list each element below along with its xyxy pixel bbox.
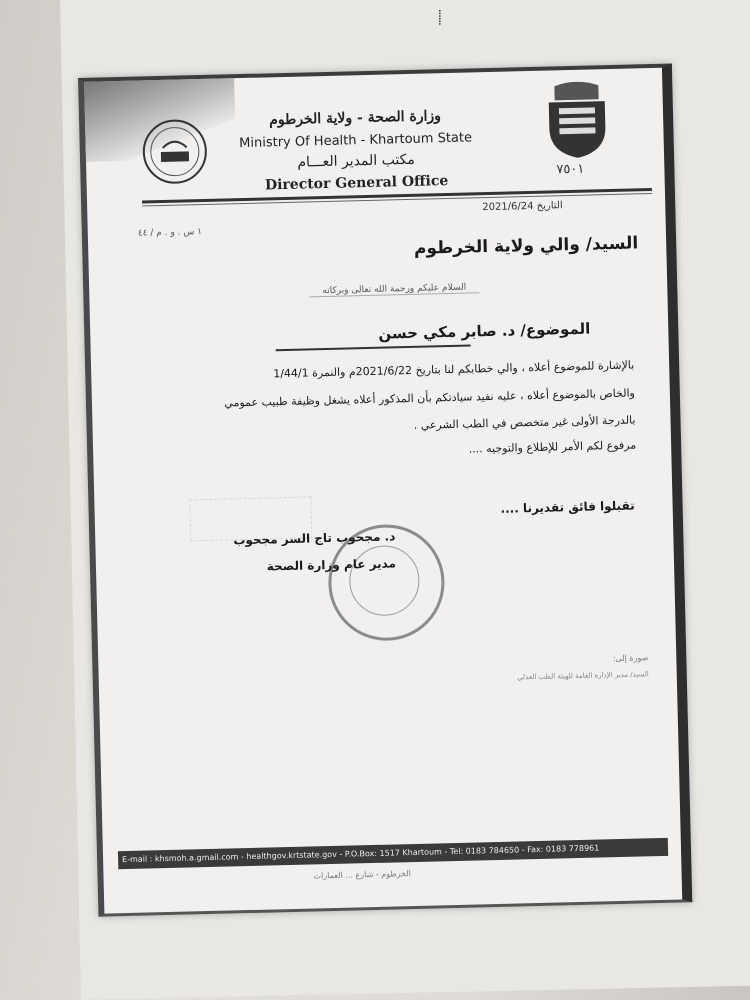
scribble-mark: ⸽ (438, 10, 442, 26)
body-paragraph-line: بالدرجة الأولى غير متخصص في الطب الشرعي . (413, 413, 636, 432)
body-paragraph-line: مرفوع لكم الأمر للإطلاع والتوجيه .... (468, 438, 637, 456)
ministry-name-arabic: وزارة الصحة - ولاية الخرطوم (269, 108, 442, 129)
signer-name: د. مجحوب تاج السر مجحوب (233, 529, 396, 548)
office-name-english: Director General Office (264, 172, 449, 194)
office-name-arabic: مكتب المدير العـــام (297, 151, 416, 171)
copy-to-label: صورة إلى: (612, 653, 649, 664)
letter-date: التاريخ 2021/6/24 (482, 200, 563, 214)
addressee: السيد/ والي ولاية الخرطوم (413, 233, 639, 259)
body-paragraph-line: والخاص بالموضوع أعلاه ، عليه نفيد سيادتكم بأن المذكور أعلاه يشغل وظيفة طبيب عمومي (224, 386, 636, 410)
subject-line: الموضوع/ د. صابر مكي حسن (378, 319, 591, 343)
stamp-inner-ring (349, 545, 421, 617)
closing-line: تقبلوا فائق تقديرنا .... (500, 498, 635, 516)
subject-underline (276, 344, 471, 351)
letter-page (78, 63, 692, 916)
body-paragraph-line: بالإشارة للموضوع أعلاه ، والي خطابكم لنا بتاريخ 2021/6/22م والنمرة 1/44/1 (273, 358, 635, 381)
signer-title: مدير عام وزارة الصحة (266, 556, 397, 574)
ministry-emblem-icon (140, 117, 210, 187)
copy-to-recipient: السيد/ مدير الإدارة العامة للهيئة الطب العدلي (517, 670, 649, 682)
khartoum-state-emblem-icon (544, 81, 610, 161)
reference-number: ٧٥٠١ (556, 161, 585, 178)
letter-reference: ١ س . و . م / ٤٤ (137, 227, 203, 239)
footer-address: الخرطوم - شارع ... العمارات (313, 869, 412, 881)
greeting: السلام عليكم ورحمة الله تعالى وبركاته (309, 282, 479, 297)
footer-contact-bar: E-mail : khsmoh.a.gmail.com - healthgov.krtstate.gov - P.O.Box: 1517 Khartoum - Tel: 0183 784650 - Fax: 0183 778961 (118, 838, 668, 869)
ministry-name-english: Ministry Of Health - Khartoum State (239, 130, 473, 152)
